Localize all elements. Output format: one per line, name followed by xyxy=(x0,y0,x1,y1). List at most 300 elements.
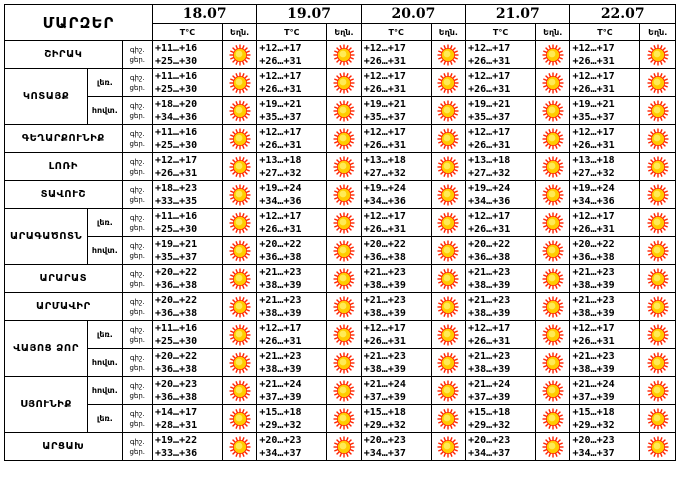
sun-icon xyxy=(229,296,251,318)
weather-cell xyxy=(640,97,676,125)
night-temp: +20…+22 xyxy=(154,294,198,306)
weather-cell xyxy=(431,433,465,461)
temperature-cell xyxy=(152,153,222,181)
sun-icon xyxy=(542,72,564,94)
time-of-day-labels xyxy=(122,41,152,69)
sun-icon xyxy=(542,324,564,346)
night-temp: +12…+17 xyxy=(363,42,406,54)
sun-icon xyxy=(647,436,669,458)
sun-icon xyxy=(333,72,355,94)
night-temp: +21…+23 xyxy=(572,266,615,278)
day-temp: +34…+37 xyxy=(468,447,511,459)
weather-cell xyxy=(327,405,361,433)
temperature-cell xyxy=(361,349,431,377)
temp-column-header: T°C xyxy=(152,24,222,41)
night-temp: +12…+17 xyxy=(468,210,511,222)
weather-cell xyxy=(222,265,256,293)
temperature-cell xyxy=(570,125,640,153)
temperature-cell xyxy=(257,97,327,125)
day-temp: +26…+31 xyxy=(259,83,302,95)
day-label: ցեր. xyxy=(129,195,146,204)
temperature-cell xyxy=(466,209,536,237)
day-temp: +34…+36 xyxy=(363,195,406,207)
temperature-cell xyxy=(466,293,536,321)
night-temp: +20…+22 xyxy=(154,350,198,362)
temperature-cell xyxy=(466,377,536,405)
weather-cell xyxy=(431,209,465,237)
night-temp: +19…+24 xyxy=(363,182,406,194)
temperature-cell xyxy=(466,41,536,69)
subregion-label: հովտ. xyxy=(88,237,122,265)
temperature-cell xyxy=(361,181,431,209)
sun-icon xyxy=(542,436,564,458)
temperature-cell xyxy=(570,209,640,237)
table-row xyxy=(5,265,676,293)
night-temp: +14…+17 xyxy=(154,406,198,418)
temperature-cell xyxy=(361,97,431,125)
temperature-cell xyxy=(152,237,222,265)
temperature-cell xyxy=(570,321,640,349)
date-header: 21.07 xyxy=(466,5,570,24)
day-temp: +38…+39 xyxy=(468,279,511,291)
night-label: գիշ. xyxy=(129,129,145,138)
day-temp: +34…+36 xyxy=(468,195,511,207)
day-label: ցեր. xyxy=(129,279,146,288)
weather-cell xyxy=(536,41,570,69)
day-temp: +26…+31 xyxy=(468,139,511,151)
weather-cell xyxy=(327,321,361,349)
night-temp: +21…+23 xyxy=(468,266,511,278)
night-temp: +21…+23 xyxy=(572,294,615,306)
sun-icon xyxy=(647,408,669,430)
temperature-cell xyxy=(257,433,327,461)
region-name: ԱՐՑԱԽ xyxy=(5,433,123,461)
weather-cell xyxy=(536,97,570,125)
day-temp: +26…+31 xyxy=(363,139,406,151)
day-temp: +29…+32 xyxy=(572,419,615,431)
weather-cell xyxy=(640,237,676,265)
region-name: ԱՐՄԱՎԻՐ xyxy=(5,293,123,321)
sun-icon xyxy=(647,100,669,122)
time-of-day-labels xyxy=(122,209,152,237)
night-temp: +19…+21 xyxy=(572,98,615,110)
sun-icon xyxy=(333,324,355,346)
temperature-cell xyxy=(257,181,327,209)
subregion-label: լեռ. xyxy=(88,69,122,97)
night-temp: +15…+18 xyxy=(259,406,302,418)
weather-cell xyxy=(640,181,676,209)
temperature-cell xyxy=(361,153,431,181)
temperature-cell xyxy=(361,125,431,153)
temperature-cell xyxy=(570,97,640,125)
temperature-cell xyxy=(570,377,640,405)
day-temp: +35…+37 xyxy=(154,251,198,263)
temperature-cell xyxy=(152,433,222,461)
weather-cell xyxy=(222,153,256,181)
day-temp: +36…+38 xyxy=(154,363,198,375)
region-name: ԿՈՏԱՅՔ xyxy=(5,69,88,125)
day-temp: +26…+31 xyxy=(154,167,198,179)
weather-cell xyxy=(327,125,361,153)
night-temp: +11…+16 xyxy=(154,126,198,138)
weather-cell xyxy=(536,125,570,153)
temperature-cell xyxy=(257,41,327,69)
weather-cell xyxy=(222,181,256,209)
weather-column-header: Եղն. xyxy=(222,24,256,41)
sun-icon xyxy=(647,268,669,290)
weather-cell xyxy=(222,377,256,405)
sun-icon xyxy=(437,436,459,458)
night-temp: +19…+21 xyxy=(154,238,198,250)
weather-cell xyxy=(536,209,570,237)
time-of-day-labels xyxy=(122,237,152,265)
night-temp: +12…+17 xyxy=(259,42,302,54)
sun-icon xyxy=(333,212,355,234)
day-temp: +33…+35 xyxy=(154,195,198,207)
weather-cell xyxy=(431,321,465,349)
temperature-cell xyxy=(466,69,536,97)
night-temp: +13…+18 xyxy=(468,154,511,166)
weather-cell xyxy=(536,321,570,349)
night-label: գիշ. xyxy=(129,353,145,362)
day-temp: +38…+39 xyxy=(363,363,406,375)
subregion-label: լեռ. xyxy=(88,209,122,237)
night-temp: +20…+23 xyxy=(572,434,615,446)
weather-column-header: Եղն. xyxy=(536,24,570,41)
day-label: ցեր. xyxy=(129,55,146,64)
temperature-cell xyxy=(466,181,536,209)
day-temp: +26…+31 xyxy=(468,83,511,95)
time-of-day-labels xyxy=(122,125,152,153)
night-temp: +20…+22 xyxy=(154,266,198,278)
temp-column-header: T°C xyxy=(361,24,431,41)
weather-cell xyxy=(222,97,256,125)
sun-icon xyxy=(542,268,564,290)
night-temp: +12…+17 xyxy=(259,70,302,82)
night-temp: +11…+16 xyxy=(154,322,198,334)
weather-cell xyxy=(640,41,676,69)
temperature-cell xyxy=(361,433,431,461)
temperature-cell xyxy=(570,433,640,461)
sun-icon xyxy=(333,100,355,122)
table-row xyxy=(5,377,676,405)
day-temp: +34…+36 xyxy=(154,111,198,123)
weather-cell xyxy=(640,349,676,377)
sun-icon xyxy=(647,44,669,66)
weather-cell xyxy=(222,349,256,377)
sun-icon xyxy=(542,240,564,262)
weather-cell xyxy=(640,209,676,237)
day-temp: +26…+31 xyxy=(468,335,511,347)
night-temp: +20…+22 xyxy=(468,238,511,250)
temperature-cell xyxy=(152,321,222,349)
temperature-cell xyxy=(152,69,222,97)
sun-icon xyxy=(542,296,564,318)
sun-icon xyxy=(229,156,251,178)
night-label: գիշ. xyxy=(129,381,145,390)
night-temp: +12…+17 xyxy=(259,210,302,222)
temperature-cell xyxy=(152,377,222,405)
region-name: ԱՐԱԳԱԾՈՏՆ xyxy=(5,209,88,265)
day-temp: +34…+36 xyxy=(259,195,302,207)
night-temp: +12…+17 xyxy=(259,126,302,138)
table-row xyxy=(5,209,676,237)
table-row xyxy=(5,405,676,433)
weather-cell xyxy=(222,69,256,97)
sun-icon xyxy=(229,44,251,66)
weather-cell xyxy=(536,181,570,209)
temperature-cell xyxy=(257,125,327,153)
day-temp: +26…+31 xyxy=(259,55,302,67)
night-temp: +15…+18 xyxy=(468,406,511,418)
day-temp: +35…+37 xyxy=(259,111,302,123)
temperature-cell xyxy=(257,209,327,237)
night-temp: +12…+17 xyxy=(572,70,615,82)
day-temp: +25…+30 xyxy=(154,55,198,67)
sun-icon xyxy=(333,240,355,262)
day-temp: +26…+31 xyxy=(259,335,302,347)
weather-cell xyxy=(431,41,465,69)
day-temp: +37…+39 xyxy=(468,391,511,403)
day-temp: +38…+39 xyxy=(259,307,302,319)
table-row xyxy=(5,41,676,69)
day-temp: +37…+39 xyxy=(259,391,302,403)
day-temp: +38…+39 xyxy=(468,363,511,375)
day-temp: +33…+36 xyxy=(154,447,198,459)
night-temp: +21…+23 xyxy=(363,350,406,362)
day-label: ցեր. xyxy=(129,447,146,456)
night-temp: +13…+18 xyxy=(363,154,406,166)
table-row xyxy=(5,181,676,209)
weather-cell xyxy=(431,97,465,125)
day-temp: +38…+39 xyxy=(572,279,615,291)
temperature-cell xyxy=(570,349,640,377)
night-label: գիշ. xyxy=(129,157,145,166)
night-temp: +21…+23 xyxy=(259,294,302,306)
day-temp: +38…+39 xyxy=(363,307,406,319)
sun-icon xyxy=(229,240,251,262)
temperature-cell xyxy=(361,69,431,97)
temperature-cell xyxy=(570,69,640,97)
weather-cell xyxy=(222,433,256,461)
temperature-cell xyxy=(570,293,640,321)
day-temp: +27…+32 xyxy=(468,167,511,179)
night-label: գիշ. xyxy=(129,185,145,194)
weather-cell xyxy=(640,321,676,349)
table-row xyxy=(5,69,676,97)
weather-cell xyxy=(222,237,256,265)
weather-column-header: Եղն. xyxy=(640,24,676,41)
day-temp: +38…+39 xyxy=(572,363,615,375)
sun-icon xyxy=(333,352,355,374)
night-temp: +21…+23 xyxy=(363,266,406,278)
table-row xyxy=(5,433,676,461)
sun-icon xyxy=(229,184,251,206)
sun-icon xyxy=(229,100,251,122)
day-temp: +25…+30 xyxy=(154,83,198,95)
temp-column-header: T°C xyxy=(257,24,327,41)
sun-icon xyxy=(437,212,459,234)
weather-cell xyxy=(327,209,361,237)
sun-icon xyxy=(542,128,564,150)
night-temp: +20…+23 xyxy=(154,378,198,390)
day-temp: +38…+39 xyxy=(572,307,615,319)
weather-cell xyxy=(327,153,361,181)
day-temp: +36…+38 xyxy=(468,251,511,263)
sun-icon xyxy=(333,380,355,402)
region-name: ԳԵՂԱՐՔՈՒՆԻՔ xyxy=(5,125,123,153)
temperature-cell xyxy=(152,125,222,153)
sun-icon xyxy=(542,212,564,234)
day-temp: +36…+38 xyxy=(363,251,406,263)
night-temp: +21…+23 xyxy=(468,294,511,306)
temperature-cell xyxy=(152,405,222,433)
night-temp: +18…+20 xyxy=(154,98,198,110)
temperature-cell xyxy=(466,237,536,265)
night-temp: +21…+23 xyxy=(363,294,406,306)
sun-icon xyxy=(542,408,564,430)
weather-cell xyxy=(327,433,361,461)
weather-cell xyxy=(327,237,361,265)
weather-cell xyxy=(640,293,676,321)
day-temp: +27…+32 xyxy=(572,167,615,179)
time-of-day-labels xyxy=(122,97,152,125)
weather-cell xyxy=(431,237,465,265)
night-temp: +13…+18 xyxy=(259,154,302,166)
day-temp: +26…+31 xyxy=(363,335,406,347)
day-temp: +25…+30 xyxy=(154,223,198,235)
day-temp: +34…+37 xyxy=(572,447,615,459)
time-of-day-labels xyxy=(122,405,152,433)
temperature-cell xyxy=(570,181,640,209)
day-temp: +35…+37 xyxy=(363,111,406,123)
day-label: ցեր. xyxy=(129,83,146,92)
sun-icon xyxy=(437,324,459,346)
weather-column-header: Եղն. xyxy=(327,24,361,41)
sun-icon xyxy=(333,296,355,318)
sun-icon xyxy=(437,268,459,290)
day-temp: +36…+38 xyxy=(572,251,615,263)
subregion-label: հովտ. xyxy=(88,377,122,405)
night-label: գիշ. xyxy=(129,73,145,82)
day-label: ցեր. xyxy=(129,167,146,176)
weather-cell xyxy=(536,349,570,377)
temperature-cell xyxy=(257,293,327,321)
temperature-cell xyxy=(152,349,222,377)
night-temp: +19…+21 xyxy=(363,98,406,110)
night-temp: +12…+17 xyxy=(259,322,302,334)
temperature-cell xyxy=(361,237,431,265)
night-temp: +21…+24 xyxy=(363,378,406,390)
weather-cell xyxy=(222,405,256,433)
sun-icon xyxy=(542,156,564,178)
weather-cell xyxy=(431,349,465,377)
temperature-cell xyxy=(466,405,536,433)
weather-cell xyxy=(431,265,465,293)
weather-cell xyxy=(431,125,465,153)
night-temp: +12…+17 xyxy=(572,210,615,222)
temperature-cell xyxy=(466,321,536,349)
weather-cell xyxy=(327,69,361,97)
temperature-cell xyxy=(361,321,431,349)
temperature-cell xyxy=(466,349,536,377)
weather-cell xyxy=(222,209,256,237)
time-of-day-labels xyxy=(122,321,152,349)
sun-icon xyxy=(229,128,251,150)
night-temp: +12…+17 xyxy=(572,126,615,138)
night-temp: +21…+23 xyxy=(468,350,511,362)
temperature-cell xyxy=(257,265,327,293)
time-of-day-labels xyxy=(122,349,152,377)
day-temp: +26…+31 xyxy=(572,83,615,95)
night-temp: +12…+17 xyxy=(363,126,406,138)
sun-icon xyxy=(647,156,669,178)
region-name: ԼՈՌԻ xyxy=(5,153,123,181)
time-of-day-labels xyxy=(122,181,152,209)
temperature-cell xyxy=(466,125,536,153)
sun-icon xyxy=(229,380,251,402)
day-label: ցեր. xyxy=(129,391,146,400)
weather-cell xyxy=(536,265,570,293)
day-label: ցեր. xyxy=(129,335,146,344)
day-label: ցեր. xyxy=(129,139,146,148)
sun-icon xyxy=(333,128,355,150)
time-of-day-labels xyxy=(122,69,152,97)
temperature-cell xyxy=(570,153,640,181)
temperature-cell xyxy=(257,377,327,405)
table-row xyxy=(5,153,676,181)
sun-icon xyxy=(647,184,669,206)
day-temp: +26…+31 xyxy=(572,223,615,235)
night-temp: +19…+24 xyxy=(572,182,615,194)
sun-icon xyxy=(647,72,669,94)
sun-icon xyxy=(647,324,669,346)
day-temp: +34…+36 xyxy=(572,195,615,207)
night-temp: +19…+22 xyxy=(154,434,198,446)
day-label: ցեր. xyxy=(129,111,146,120)
night-label: գիշ. xyxy=(129,241,145,250)
day-temp: +26…+31 xyxy=(572,139,615,151)
day-temp: +37…+39 xyxy=(572,391,615,403)
day-temp: +26…+31 xyxy=(572,335,615,347)
day-temp: +28…+31 xyxy=(154,419,198,431)
date-header: 18.07 xyxy=(152,5,256,24)
day-label: ցեր. xyxy=(129,251,146,260)
weather-cell xyxy=(536,377,570,405)
day-temp: +26…+31 xyxy=(363,55,406,67)
weather-cell xyxy=(536,293,570,321)
temperature-cell xyxy=(152,265,222,293)
time-of-day-labels xyxy=(122,293,152,321)
night-temp: +11…+16 xyxy=(154,42,198,54)
temperature-cell xyxy=(570,237,640,265)
night-temp: +12…+17 xyxy=(363,210,406,222)
night-label: գիշ. xyxy=(129,269,145,278)
day-temp: +29…+32 xyxy=(259,419,302,431)
night-label: գիշ. xyxy=(129,297,145,306)
weather-cell xyxy=(431,181,465,209)
day-temp: +26…+31 xyxy=(468,55,511,67)
header-row-dates xyxy=(5,5,676,24)
table-row xyxy=(5,349,676,377)
temperature-cell xyxy=(466,153,536,181)
weather-cell xyxy=(640,153,676,181)
day-temp: +29…+32 xyxy=(363,419,406,431)
day-temp: +36…+38 xyxy=(154,307,198,319)
day-temp: +34…+37 xyxy=(259,447,302,459)
night-temp: +12…+17 xyxy=(468,126,511,138)
temperature-cell xyxy=(257,405,327,433)
